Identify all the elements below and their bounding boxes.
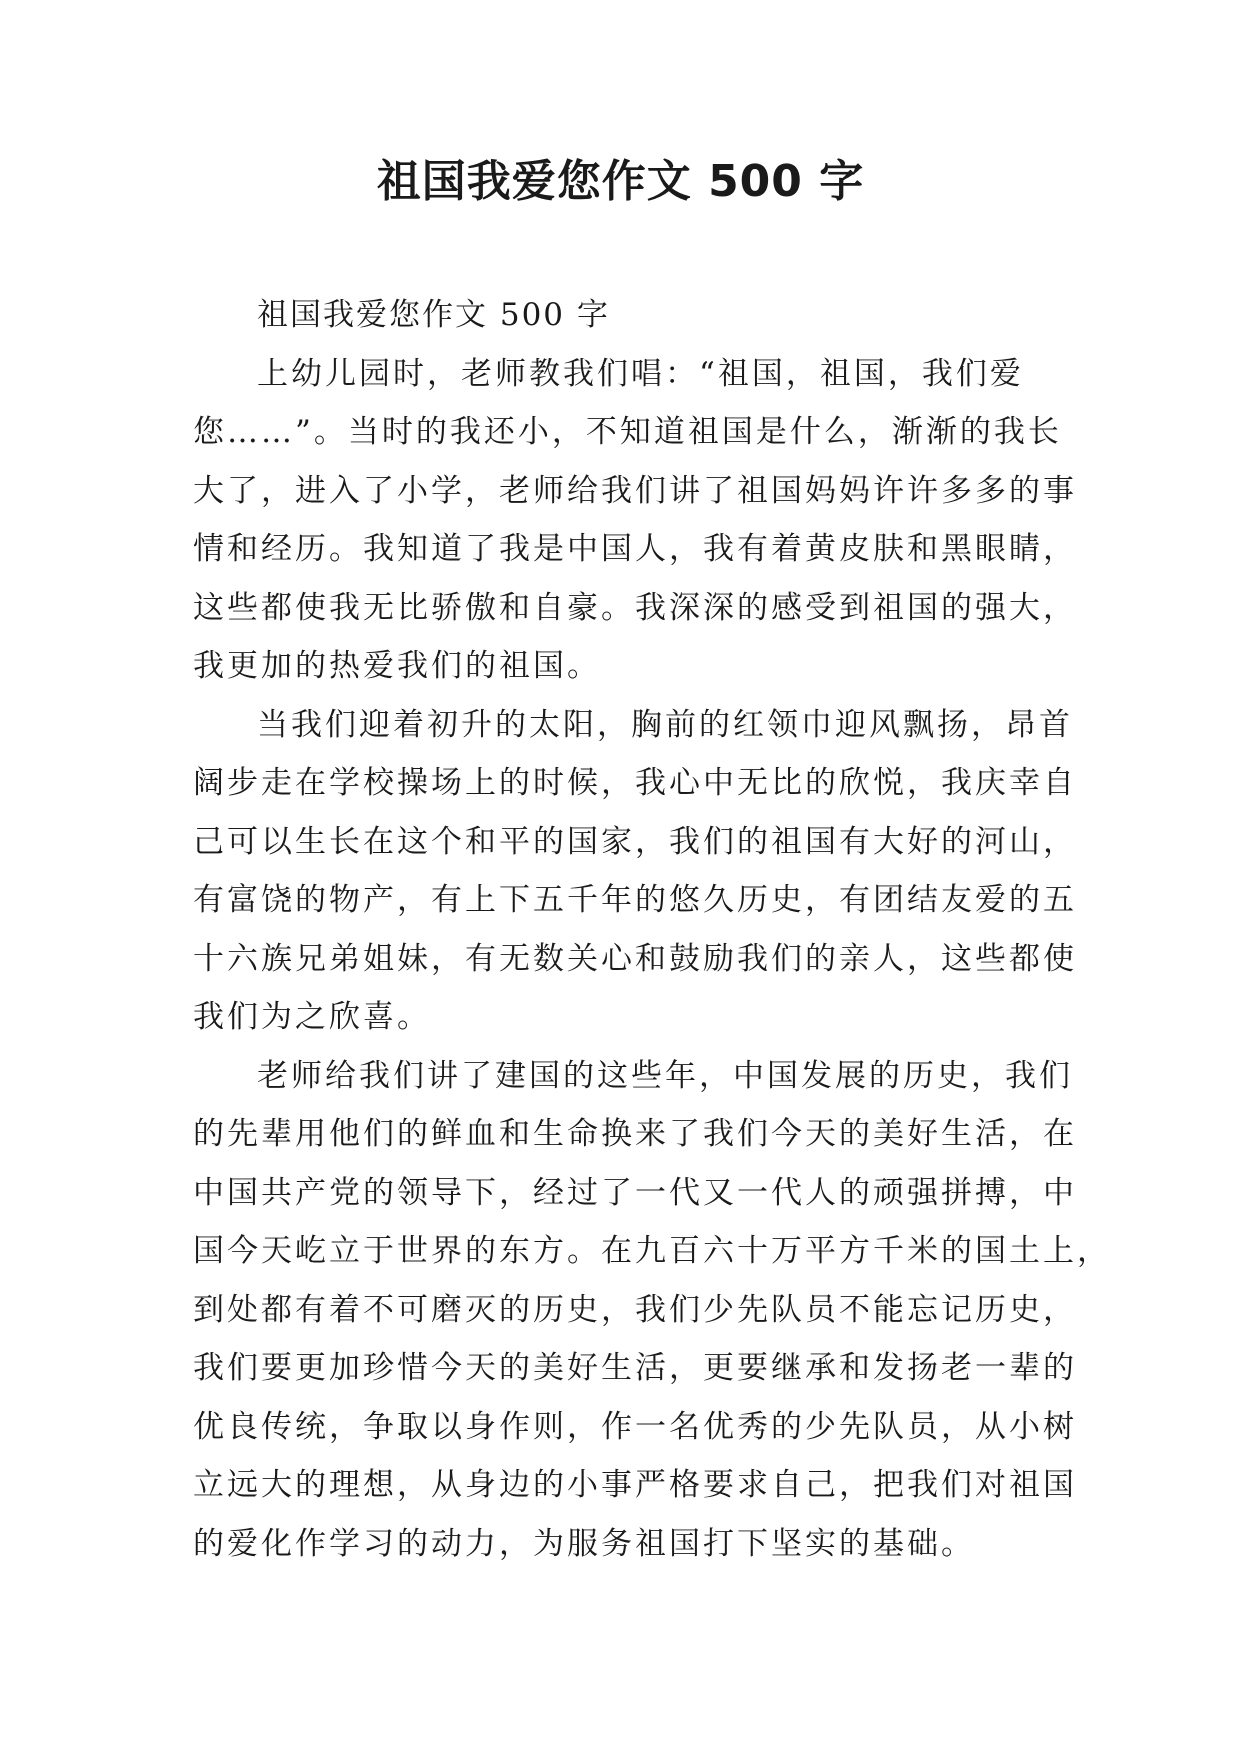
paragraph-line: 己可以生长在这个和平的国家，我们的祖国有大好的河山， bbox=[193, 823, 1077, 860]
paragraph-1 bbox=[193, 345, 1077, 696]
document-subtitle: 祖国我爱您作文 500 字 bbox=[257, 297, 610, 333]
paragraph-line: 老师给我们讲了建国的这些年，中国发展的历史，我们 bbox=[257, 1057, 1073, 1094]
paragraph-line: 立远大的理想，从身边的小事严格要求自己，把我们对祖国 bbox=[193, 1467, 1077, 1503]
paragraph-line: 您……”。当时的我还小，不知道祖国是什么，渐渐的我长 bbox=[193, 414, 1062, 450]
paragraph-line: 十六族兄弟姐妹，有无数关心和鼓励我们的亲人，这些都使 bbox=[193, 940, 1077, 977]
paragraph-line: 上幼儿园时，老师教我们唱：“祖国，祖国，我们爱 bbox=[257, 355, 1024, 392]
paragraph-line: 情和经历。我知道了我是中国人，我有着黄皮肤和黑眼睛， bbox=[193, 531, 1077, 567]
paragraph-line: 有富饶的物产，有上下五千年的悠久历史，有团结友爱的五 bbox=[193, 882, 1077, 918]
paragraph-3 bbox=[193, 1047, 1111, 1574]
document-title: 祖国我爱您作文 500 字 bbox=[376, 156, 865, 207]
paragraph-line: 这些都使我无比骄傲和自豪。我深深的感受到祖国的强大， bbox=[193, 589, 1077, 626]
paragraph-line: 国今天屹立于世界的东方。在九百六十万平方千米的国土上， bbox=[193, 1233, 1111, 1269]
paragraph-line: 阔步走在学校操场上的时候，我心中无比的欣悦，我庆幸自 bbox=[193, 765, 1077, 801]
paragraph-2 bbox=[193, 696, 1077, 1047]
paragraph-line: 我更加的热爱我们的祖国。 bbox=[193, 648, 601, 684]
document-body bbox=[193, 286, 1111, 1573]
paragraph-line: 到处都有着不可磨灭的历史，我们少先队员不能忘记历史， bbox=[193, 1291, 1077, 1328]
paragraph-line: 优良传统，争取以身作则，作一名优秀的少先队员，从小树 bbox=[193, 1408, 1077, 1445]
paragraph-line: 中国共产党的领导下，经过了一代又一代人的顽强拼搏，中 bbox=[193, 1174, 1077, 1211]
paragraph-line: 我们为之欣喜。 bbox=[193, 999, 431, 1035]
paragraph-line: 的爱化作学习的动力，为服务祖国打下坚实的基础。 bbox=[193, 1525, 975, 1562]
paragraph-line: 的先辈用他们的鲜血和生命换来了我们今天的美好生活，在 bbox=[193, 1116, 1077, 1152]
paragraph-line: 我们要更加珍惜今天的美好生活，更要继承和发扬老一辈的 bbox=[193, 1350, 1077, 1386]
paragraph-line: 当我们迎着初升的太阳，胸前的红领巾迎风飘扬，昂首 bbox=[257, 706, 1073, 743]
paragraph-line: 大了，进入了小学，老师给我们讲了祖国妈妈许许多多的事 bbox=[193, 472, 1077, 509]
